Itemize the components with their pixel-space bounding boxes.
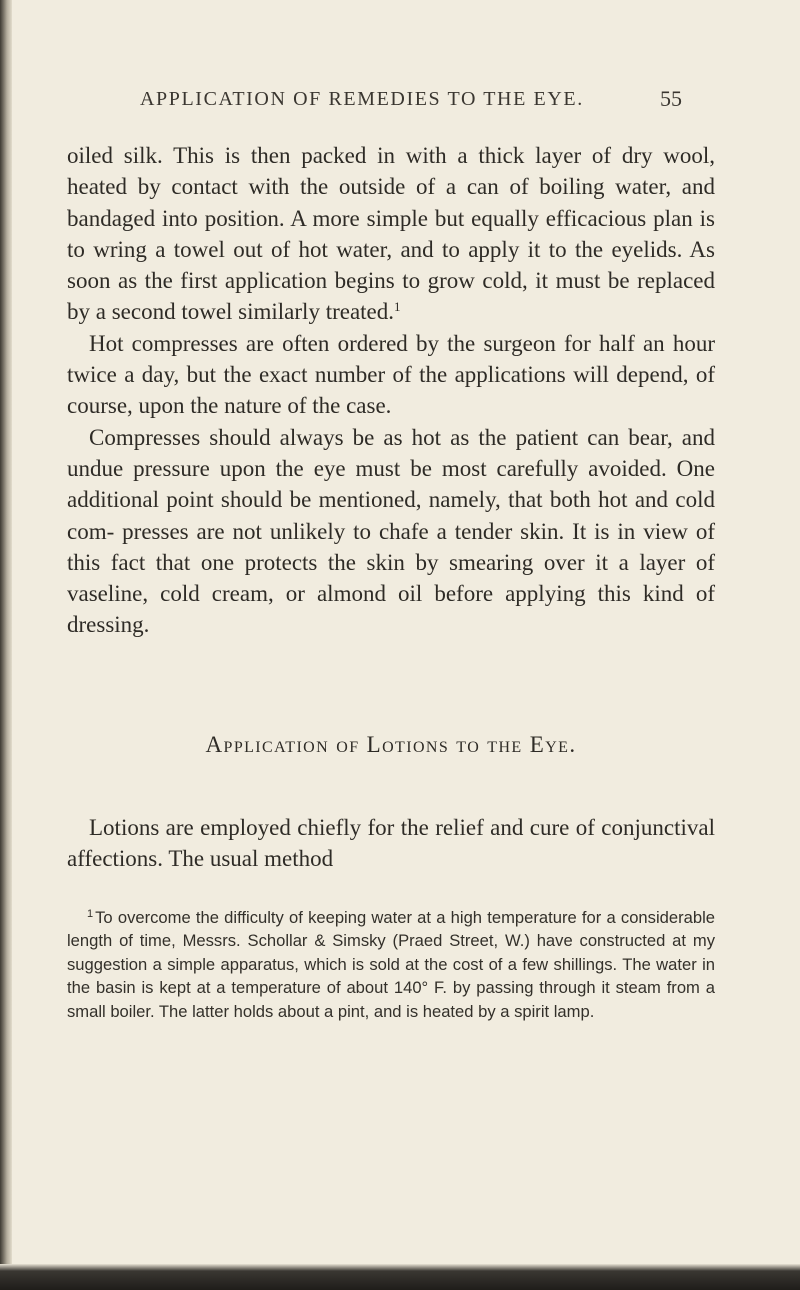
page-binding-edge [0,0,12,1290]
footnote-text: To overcome the difficulty of keeping water at a high temperature for a considerable length of time, Messrs. Schollar & Simsky (Praed Street, W.) have constructed at my suggestion a simple apparatus, which is sold at the cost of a few shillings. The water in the basin is kept at a temperature of about 140° F. by passing through it steam from a small boiler. The latter holds about a pint, and is heated by a spirit lamp. [67,908,715,1021]
section-heading: Application of Lotions to the Eye. [205,732,577,757]
paragraph-lotions: Lotions are employed chiefly for the relief and cure of conjunctival affections. The usual method [67,815,715,872]
page-bottom-edge [0,1264,800,1290]
running-head-title: APPLICATION OF REMEDIES TO THE EYE. [140,88,584,110]
paragraph-continued-text: oiled silk. This is then packed in with a thick layer of dry wool, heated by contact with the outside of a can of boiling water, and bandaged into position. A more simple but equally efficacious plan is to wring a towel out of hot water, and to apply it to the eyelids. As soon as the first application begins to grow cold, it must be replaced by a second towel similarly treated. [67,143,715,325]
paragraph-continued [67,140,715,328]
page-number: 55 [660,86,682,111]
footnote [67,906,715,1023]
footnote-reference: 1 [394,299,401,315]
body-text [67,140,715,641]
footnote-marker: 1 [87,908,94,920]
paragraph-hot-compresses: Hot compresses are often ordered by the surgeon for half an hour twice a day, but the exact number of the applications will depend, of course, upon the nature of the case. [67,330,715,419]
paragraph-compresses-heat: Compresses should always be as hot as the patient can bear, and undue pressure upon the eye must be most carefully avoided. One additional point should be mentioned, namely, that both hot and cold com- presses are not unlikely to chafe a tender skin. It is in view of this fact that one protects the skin by smearing over it a layer of vaseline, cold cream, or almond oil before applying this kind of dressing. [67,424,715,638]
